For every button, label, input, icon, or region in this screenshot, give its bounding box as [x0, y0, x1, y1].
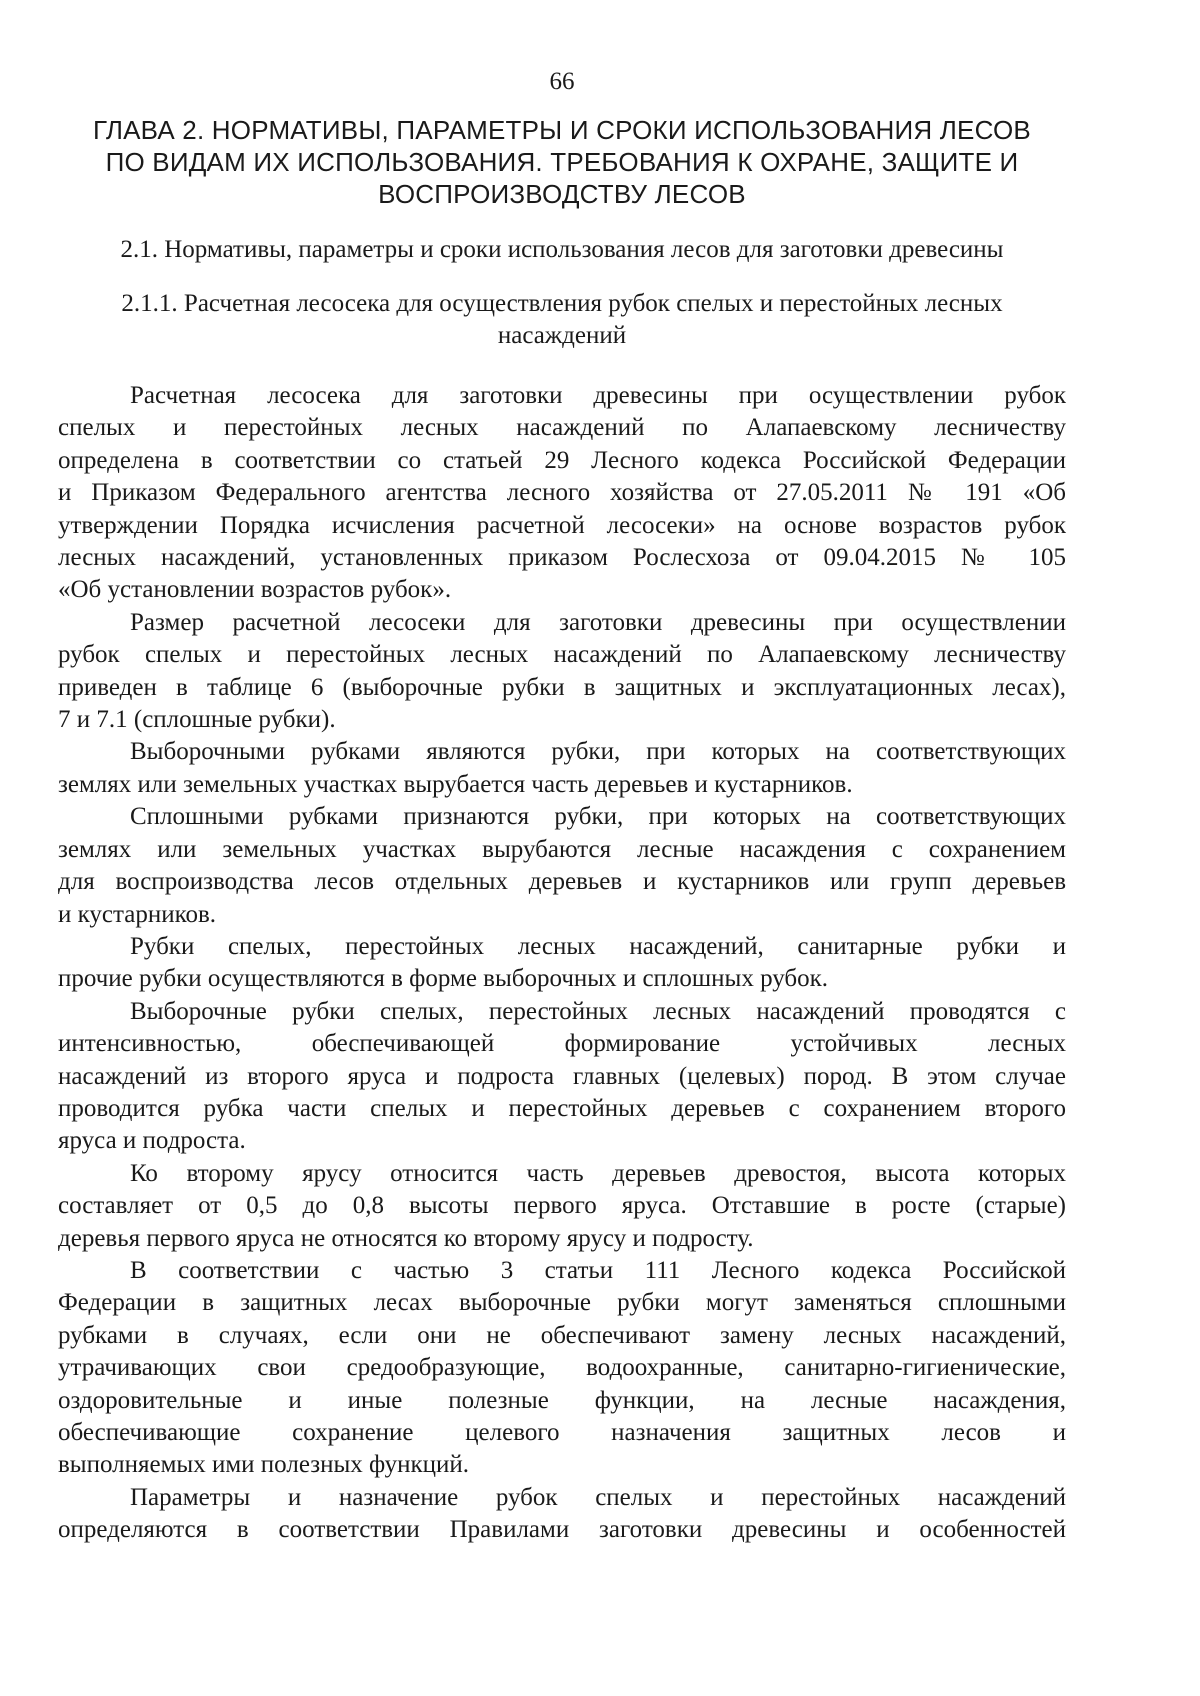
- section-title: 2.1. Нормативы, параметры и сроки использования лесов для заготовки древесины: [120, 236, 1004, 263]
- paragraph-line: 7 и 7.1 (сплошные рубки).: [58, 706, 336, 734]
- paragraph: [58, 380, 1066, 607]
- paragraph-line: Федерации в защитных лесах выборочные рубки могут заменяться сплошными: [58, 1289, 1066, 1317]
- paragraph: [58, 1255, 1066, 1482]
- page-number: 66: [549, 68, 575, 95]
- paragraph: [58, 1158, 1066, 1255]
- paragraph-line: Рубки спелых, перестойных лесных насаждений, санитарные рубки и: [130, 932, 1066, 960]
- paragraph-line: яруса и подроста.: [58, 1127, 246, 1155]
- subsection-title-line: насаждений: [497, 322, 627, 349]
- paragraph-line: деревья первого яруса не относятся ко второму ярусу и подросту.: [58, 1224, 754, 1252]
- paragraph-line: выполняемых ими полезных функций.: [58, 1451, 470, 1479]
- paragraph-line: Ко второму ярусу относится часть деревьев древостоя, высота которых: [130, 1159, 1066, 1187]
- paragraph-line: Выборочными рубками являются рубки, при которых на соответствующих: [130, 738, 1066, 766]
- paragraph: [58, 996, 1066, 1158]
- paragraph-line: «Об установлении возрастов рубок».: [58, 576, 452, 604]
- chapter-title-line: ГЛАВА 2. НОРМАТИВЫ, ПАРАМЕТРЫ И СРОКИ ИСПОЛЬЗОВАНИЯ ЛЕСОВ: [93, 115, 1031, 145]
- chapter-title-line: ВОСПРОИЗВОДСТВУ ЛЕСОВ: [378, 179, 746, 209]
- paragraph: [58, 607, 1066, 737]
- paragraph-line: рубок спелых и перестойных лесных насаждений по Алапаевскому лесничеству: [58, 641, 1066, 669]
- paragraph-line: Выборочные рубки спелых, перестойных лесных насаждений проводятся с: [130, 997, 1066, 1025]
- body-text: [58, 380, 1066, 1547]
- paragraph-line: утрачивающих свои средообразующие, водоохранные, санитарно-гигиенические,: [58, 1354, 1066, 1382]
- paragraph-line: спелых и перестойных лесных насаждений по Алапаевскому лесничеству: [58, 414, 1066, 442]
- paragraph-line: для воспроизводства лесов отдельных деревьев и кустарников или групп деревьев: [58, 868, 1066, 896]
- subsection-title-line: 2.1.1. Расчетная лесосека для осуществления рубок спелых и перестойных лесных: [121, 290, 1003, 317]
- subsection-title: [58, 288, 1066, 352]
- paragraph-line: Параметры и назначение рубок спелых и перестойных насаждений: [130, 1483, 1066, 1511]
- paragraph-line: прочие рубки осуществляются в форме выборочных и сплошных рубок.: [58, 965, 829, 993]
- paragraph-line: утверждении Порядка исчисления расчетной лесосеки» на основе возрастов рубок: [58, 511, 1066, 539]
- paragraph-line: Сплошными рубками признаются рубки, при которых на соответствующих: [130, 803, 1066, 831]
- paragraph-line: рубками в случаях, если они не обеспечивают замену лесных насаждений,: [58, 1321, 1066, 1349]
- paragraph: [58, 1482, 1066, 1547]
- paragraph-line: определяются в соответствии Правилами заготовки древесины и особенностей: [58, 1516, 1066, 1544]
- paragraph-line: оздоровительные и иные полезные функции, на лесные насаждения,: [58, 1386, 1066, 1414]
- paragraph-line: насаждений из второго яруса и подроста главных (целевых) пород. В этом случае: [58, 1062, 1066, 1090]
- chapter-title: [58, 114, 1066, 210]
- paragraph-line: землях или земельных участках вырубаются лесные насаждения с сохранением: [58, 835, 1066, 863]
- paragraph-line: Размер расчетной лесосеки для заготовки древесины при осуществлении: [130, 608, 1066, 636]
- paragraph: [58, 801, 1066, 931]
- paragraph-line: составляет от 0,5 до 0,8 высоты первого яруса. Отставшие в росте (старые): [58, 1192, 1066, 1220]
- paragraph-line: землях или земельных участках вырубается часть деревьев и кустарников.: [58, 770, 853, 798]
- paragraph: [58, 931, 1066, 996]
- paragraph-line: Расчетная лесосека для заготовки древесины при осуществлении рубок: [130, 382, 1066, 409]
- chapter-title-line: ПО ВИДАМ ИХ ИСПОЛЬЗОВАНИЯ. ТРЕБОВАНИЯ К ОХРАНЕ, ЗАЩИТЕ И: [105, 147, 1019, 177]
- paragraph-line: интенсивностью, обеспечивающей формирование устойчивых лесных: [58, 1030, 1066, 1058]
- paragraph: [58, 736, 1066, 801]
- paragraph-line: В соответствии с частью 3 статьи 111 Лесного кодекса Российской: [130, 1256, 1066, 1284]
- paragraph-line: обеспечивающие сохранение целевого назначения защитных лесов и: [58, 1419, 1066, 1446]
- paragraph-line: определена в соответствии со статьей 29 Лесного кодекса Российской Федерации: [58, 446, 1066, 474]
- paragraph-line: проводится рубка части спелых и перестойных деревьев с сохранением второго: [58, 1094, 1066, 1122]
- document-page: [58, 66, 1066, 1547]
- paragraph-line: приведен в таблице 6 (выборочные рубки в защитных и эксплуатационных лесах),: [58, 673, 1066, 701]
- paragraph-line: лесных насаждений, установленных приказом Рослесхоза от 09.04.2015 № 105: [58, 544, 1066, 572]
- paragraph-line: и кустарников.: [58, 900, 217, 928]
- paragraph-line: и Приказом Федерального агентства лесного хозяйства от 27.05.2011 № 191 «Об: [58, 479, 1066, 507]
